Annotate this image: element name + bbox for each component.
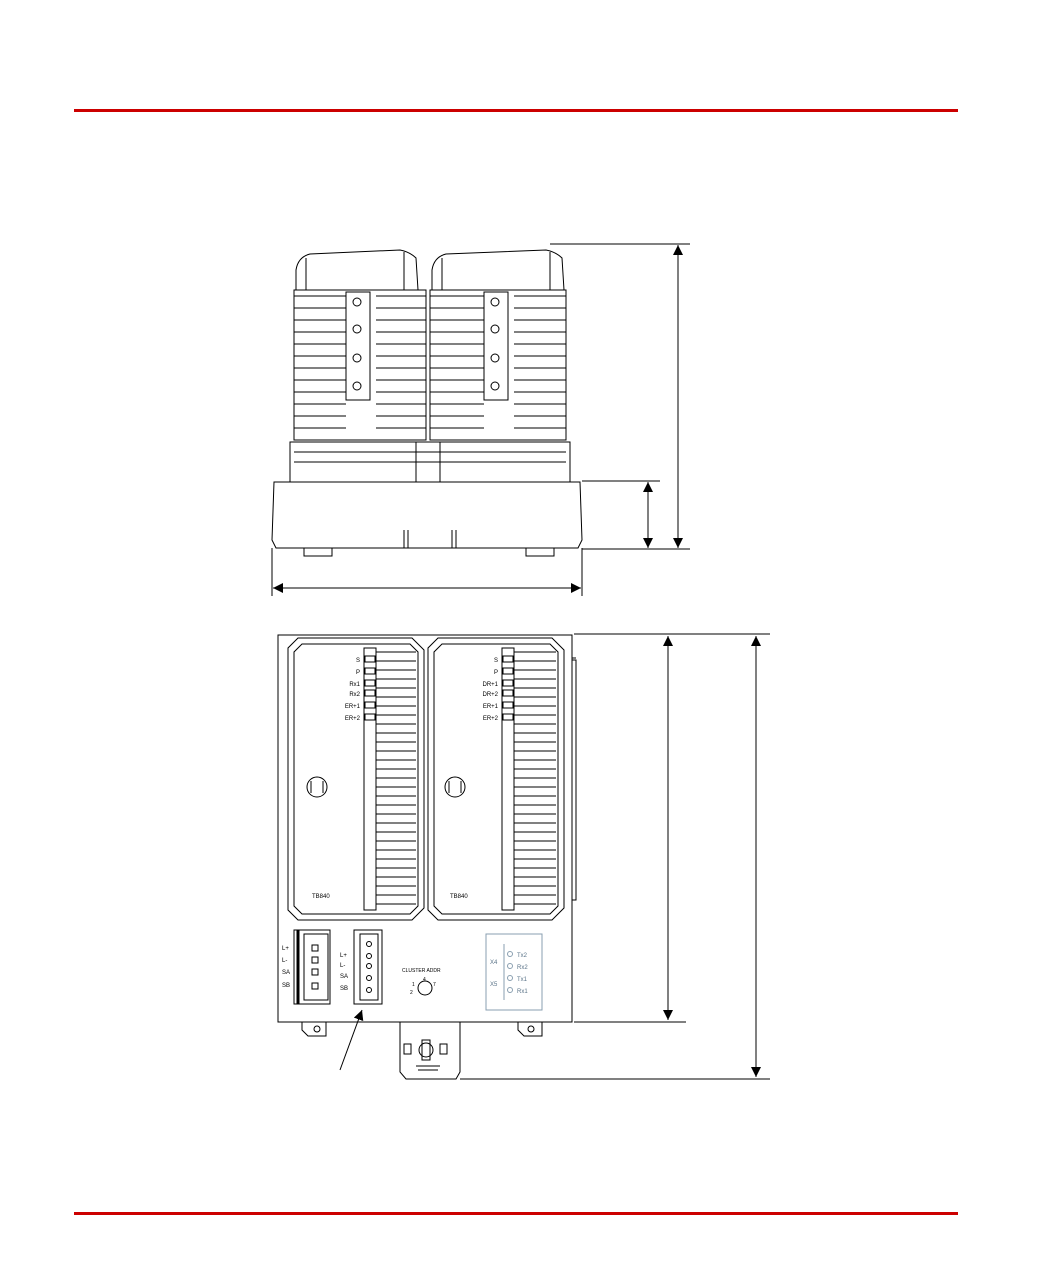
led-label-right: S: [493, 658, 498, 664]
front-module-right: [428, 638, 564, 920]
status-led: [365, 702, 375, 708]
lock-screw-icon: [419, 1043, 433, 1057]
port-led-label: Tx1: [517, 977, 528, 983]
port-panel: [486, 934, 542, 1010]
led-label-right: DR+2: [482, 692, 498, 698]
connector-right: [354, 930, 382, 1004]
status-led: [503, 702, 513, 708]
terminal-pin: [367, 954, 372, 959]
side-terminal-right: [484, 292, 508, 400]
side-module-left: [294, 250, 426, 440]
status-led: [365, 714, 375, 720]
unlock-icon: [440, 1044, 447, 1054]
pin-label-right: SB: [340, 986, 349, 992]
module-left-knob-icon: [307, 777, 327, 797]
status-led: [365, 680, 375, 686]
module-left-model: TB840: [312, 894, 330, 900]
status-led: [365, 668, 375, 674]
connector-callout-arrow: [340, 1010, 362, 1070]
led-label-left: Rx1: [349, 682, 360, 688]
terminal-pin: [312, 983, 318, 989]
side-module-right: [430, 250, 566, 440]
front-view: [278, 635, 576, 1079]
pin-label-left: SA: [282, 970, 291, 976]
led-label-left: S: [355, 658, 360, 664]
status-led: [503, 680, 513, 686]
led-label-right: ER+2: [482, 716, 498, 722]
pin-label-left: L+: [282, 946, 289, 952]
led-label-left: ER+2: [344, 716, 360, 722]
front-module-left: [288, 638, 424, 920]
front-housing: [278, 635, 572, 1022]
led-label-left: P: [355, 670, 360, 676]
side-dimensions: [272, 244, 690, 596]
terminal-pin: [312, 957, 318, 963]
terminal-pin: [367, 942, 372, 947]
pin-label-left: SB: [282, 983, 291, 989]
terminal-pin: [367, 964, 372, 969]
side-terminal-left: [346, 292, 370, 400]
led-label-left: ER+1: [344, 704, 360, 710]
terminal-pin: [367, 988, 372, 993]
pin-label-right: SA: [340, 974, 349, 980]
port-label: X4: [490, 960, 498, 966]
led-label-right: DR+1: [482, 682, 498, 688]
port-label: X5: [490, 982, 498, 988]
led-label-right: P: [493, 670, 498, 676]
status-led: [503, 668, 513, 674]
status-led: [365, 656, 375, 662]
status-led: [503, 656, 513, 662]
connector-left: [294, 930, 330, 1004]
cluster-digit: 1: [412, 982, 415, 988]
rotary-switch-icon: [418, 981, 432, 995]
terminal-pin: [312, 945, 318, 951]
pin-label-left: L-: [282, 958, 288, 964]
port-led-label: Rx2: [517, 965, 528, 971]
pin-label-right: L+: [340, 953, 347, 959]
cluster-address-switch: [418, 981, 432, 995]
cluster-digit: 7: [433, 982, 436, 988]
front-dimensions: [460, 634, 770, 1079]
port-led-label: Rx1: [517, 989, 528, 995]
cluster-digit: 2: [410, 990, 413, 996]
terminal-pin: [312, 969, 318, 975]
led-label-left: Rx2: [349, 692, 360, 698]
status-led: [365, 690, 375, 696]
cluster-address-label: CLUSTER ADDR: [402, 968, 441, 974]
side-view: [272, 250, 582, 556]
status-led: [503, 714, 513, 720]
lock-icon: [404, 1044, 411, 1054]
status-led: [503, 690, 513, 696]
led-label-right: ER+1: [482, 704, 498, 710]
pin-label-right: L-: [340, 963, 346, 969]
module-right-model: TB840: [450, 894, 468, 900]
mounting-clip-right: [518, 1022, 542, 1036]
side-base: [272, 482, 582, 548]
cluster-digit: 4: [423, 977, 426, 983]
port-led-label: Tx2: [517, 953, 528, 959]
module-right-knob-icon: [445, 777, 465, 797]
terminal-pin: [367, 976, 372, 981]
